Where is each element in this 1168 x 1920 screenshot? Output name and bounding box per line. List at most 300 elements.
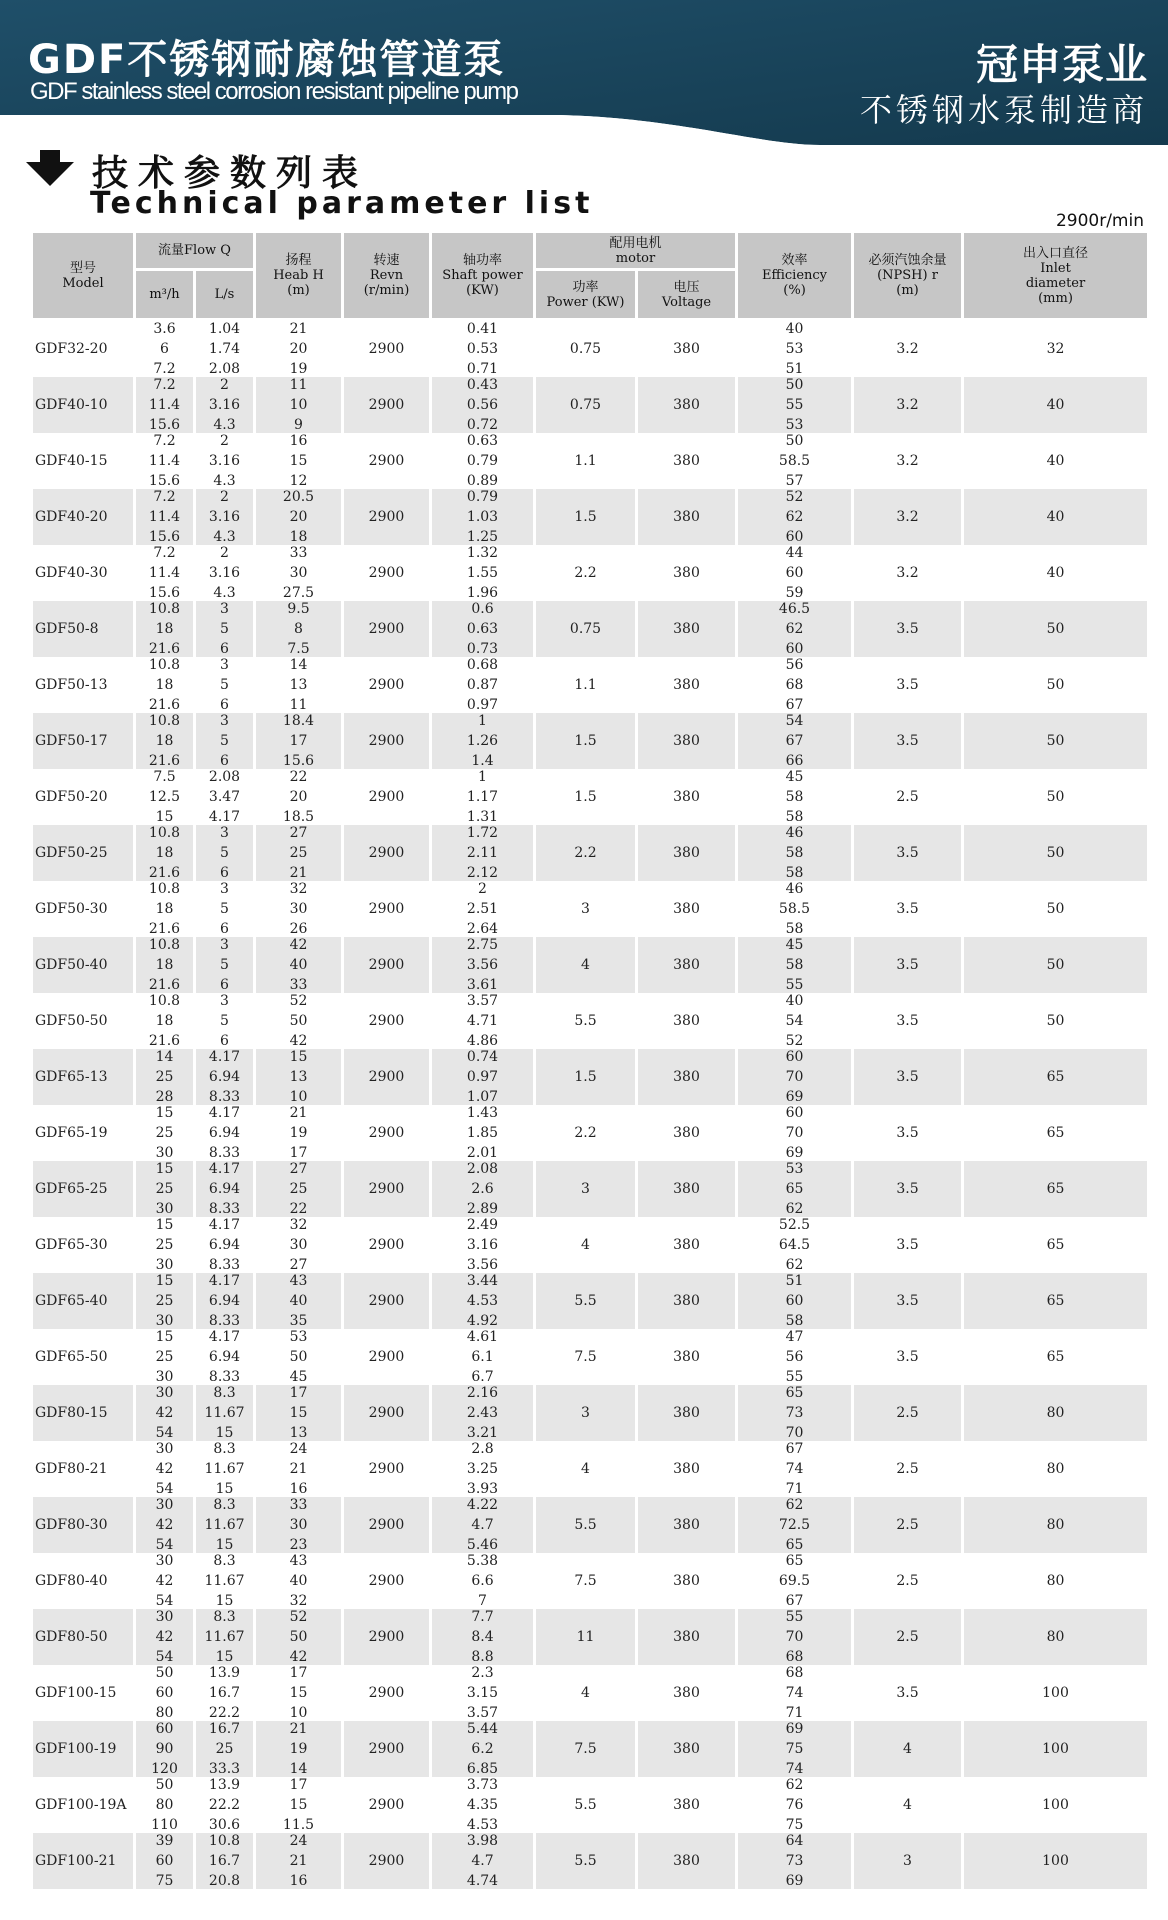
efficiency-cell-value: 50 (785, 377, 804, 393)
head-cell-value: 30 (289, 1237, 308, 1253)
inlet-cell: 50 (963, 601, 1149, 657)
head-cell-value: 50 (289, 1013, 308, 1029)
table-row (32, 1049, 1149, 1105)
voltage-cell: 380 (637, 993, 737, 1049)
flow-m3h-cell (135, 320, 195, 378)
flow-m3h-cell-value: 21.6 (148, 753, 181, 769)
efficiency-cell (737, 769, 853, 825)
head-cell-value: 24 (289, 1833, 308, 1849)
flow-ls-cell-value: 13.9 (208, 1777, 241, 1793)
flow-m3h-cell-value: 60 (155, 1685, 174, 1701)
flow-m3h-cell-value: 25 (155, 1181, 174, 1197)
voltage-cell: 380 (637, 1777, 737, 1833)
shaft-power-cell-value: 0.71 (466, 361, 499, 377)
shaft-power-cell-value: 2.51 (466, 901, 499, 917)
voltage-cell: 380 (637, 433, 737, 489)
head-cell-value: 17 (289, 1145, 308, 1161)
speed-cell: 2900 (343, 713, 431, 769)
model-cell: GDF65-30 (32, 1217, 135, 1273)
head-cell (255, 1553, 343, 1609)
flow-m3h-cell-value: 15 (155, 1105, 174, 1121)
flow-m3h-cell-value: 25 (155, 1293, 174, 1309)
head-cell-value: 50 (289, 1629, 308, 1645)
npsh-cell: 3.5 (853, 1273, 963, 1329)
flow-m3h-cell-value: 10.8 (148, 993, 181, 1009)
speed-cell: 2900 (343, 1665, 431, 1721)
shaft-power-cell (431, 601, 535, 657)
flow-m3h-cell-value: 15 (155, 1273, 174, 1289)
speed-cell: 2900 (343, 1777, 431, 1833)
shaft-power-cell-value: 2.12 (466, 865, 499, 881)
head-cell-value: 20 (289, 341, 308, 357)
flow-m3h-cell-value: 10.8 (148, 657, 181, 673)
voltage-cell: 380 (637, 601, 737, 657)
head-cell-value: 13 (289, 1069, 308, 1085)
flow-m3h-cell-value: 54 (155, 1481, 174, 1497)
head-cell-value: 13 (289, 1425, 308, 1441)
shaft-power-cell-value: 5.44 (466, 1721, 499, 1737)
shaft-power-cell-value: 0.63 (466, 433, 499, 449)
flow-ls-cell (195, 377, 255, 433)
efficiency-cell-value: 45 (785, 937, 804, 953)
inlet-cell: 65 (963, 1273, 1149, 1329)
inlet-cell: 50 (963, 713, 1149, 769)
flow-m3h-cell-value: 30 (155, 1385, 174, 1401)
efficiency-cell (737, 377, 853, 433)
voltage-cell: 380 (637, 825, 737, 881)
flow-ls-cell-value: 4.17 (208, 1273, 241, 1289)
flow-ls-cell (195, 1833, 255, 1889)
motor-power-cell: 1.5 (535, 713, 637, 769)
efficiency-cell-value: 52.5 (778, 1217, 811, 1233)
table-row (32, 1273, 1149, 1329)
flow-ls-cell-value: 8.33 (208, 1089, 241, 1105)
model-cell: GDF50-40 (32, 937, 135, 993)
flow-ls-cell (195, 320, 255, 378)
shaft-power-cell-value: 8.8 (471, 1649, 494, 1665)
head-cell (255, 1329, 343, 1385)
flow-ls-cell-value: 4.17 (208, 1049, 241, 1065)
head-cell-value: 21 (289, 1853, 308, 1869)
head-cell (255, 1777, 343, 1833)
table-row (32, 601, 1149, 657)
head-cell-value: 25 (289, 1181, 308, 1197)
flow-ls-cell (195, 433, 255, 489)
flow-m3h-cell (135, 601, 195, 657)
efficiency-cell-value: 55 (785, 1369, 804, 1385)
shaft-power-cell-value: 2.75 (466, 937, 499, 953)
npsh-cell: 3.5 (853, 657, 963, 713)
model-cell: GDF50-13 (32, 657, 135, 713)
motor-power-cell: 3 (535, 1161, 637, 1217)
shaft-power-cell-value: 0.68 (466, 657, 499, 673)
shaft-power-cell-value: 1.4 (471, 753, 494, 769)
shaft-power-cell-value: 0.97 (466, 697, 499, 713)
flow-ls-cell-value: 6.94 (208, 1125, 241, 1141)
flow-ls-cell-value: 15 (215, 1649, 234, 1665)
flow-m3h-cell-value: 50 (155, 1777, 174, 1793)
flow-m3h-cell-value: 7.2 (153, 361, 176, 377)
npsh-cell: 3.5 (853, 1329, 963, 1385)
head-cell (255, 1833, 343, 1889)
model-cell: GDF100-19A (32, 1777, 135, 1833)
inlet-cell: 100 (963, 1777, 1149, 1833)
head-cell-value: 15 (289, 1797, 308, 1813)
shaft-power-cell (431, 1665, 535, 1721)
flow-m3h-cell-value: 15.6 (148, 417, 181, 433)
efficiency-cell-value: 68 (785, 1649, 804, 1665)
inlet-cell: 80 (963, 1441, 1149, 1497)
head-cell-value: 22 (289, 1201, 308, 1217)
npsh-cell: 3.2 (853, 377, 963, 433)
flow-ls-cell-value: 2 (220, 489, 229, 505)
head-cell-value: 17 (289, 1777, 308, 1793)
model-cell: GDF80-30 (32, 1497, 135, 1553)
header-inlet: 出入口直径 Inlet diameter (mm) (963, 232, 1149, 320)
efficiency-cell (737, 713, 853, 769)
efficiency-cell-value: 62 (785, 1777, 804, 1793)
efficiency-cell (737, 1833, 853, 1889)
efficiency-cell (737, 320, 853, 378)
flow-ls-cell-value: 6.94 (208, 1293, 241, 1309)
head-cell-value: 43 (289, 1553, 308, 1569)
efficiency-cell-value: 60 (785, 565, 804, 581)
head-cell-value: 14 (289, 1761, 308, 1777)
voltage-cell: 380 (637, 1665, 737, 1721)
shaft-power-cell-value: 1.25 (466, 529, 499, 545)
motor-power-cell: 7.5 (535, 1329, 637, 1385)
flow-ls-cell-value: 8.33 (208, 1313, 241, 1329)
speed-cell: 2900 (343, 769, 431, 825)
flow-m3h-cell-value: 15.6 (148, 473, 181, 489)
efficiency-cell (737, 825, 853, 881)
motor-power-cell: 4 (535, 937, 637, 993)
efficiency-cell (737, 1441, 853, 1497)
speed-cell: 2900 (343, 1833, 431, 1889)
flow-ls-cell-value: 8.33 (208, 1201, 241, 1217)
flow-ls-cell (195, 1665, 255, 1721)
efficiency-cell-value: 67 (785, 1593, 804, 1609)
table-row (32, 1161, 1149, 1217)
flow-ls-cell-value: 5 (220, 845, 229, 861)
efficiency-cell-value: 70 (785, 1629, 804, 1645)
product-title-en: GDF stainless steel corrosion resistant pipeline pump (30, 78, 518, 105)
flow-m3h-cell (135, 1553, 195, 1609)
npsh-cell: 3.5 (853, 993, 963, 1049)
efficiency-cell (737, 1721, 853, 1777)
efficiency-cell-value: 60 (785, 529, 804, 545)
head-cell (255, 377, 343, 433)
head-cell-value: 10 (289, 397, 308, 413)
flow-m3h-cell-value: 18 (155, 1013, 174, 1029)
head-cell (255, 1609, 343, 1665)
motor-power-cell: 0.75 (535, 601, 637, 657)
flow-m3h-cell (135, 769, 195, 825)
efficiency-cell-value: 46 (785, 825, 804, 841)
flow-ls-cell-value: 33.3 (208, 1761, 241, 1777)
efficiency-cell-value: 58 (785, 865, 804, 881)
speed-cell: 2900 (343, 657, 431, 713)
flow-ls-cell-value: 2 (220, 377, 229, 393)
flow-m3h-cell (135, 1329, 195, 1385)
npsh-cell: 4 (853, 1721, 963, 1777)
head-cell-value: 30 (289, 1517, 308, 1533)
voltage-cell: 380 (637, 1833, 737, 1889)
efficiency-cell (737, 1609, 853, 1665)
efficiency-cell-value: 73 (785, 1853, 804, 1869)
efficiency-cell (737, 1105, 853, 1161)
header-flow-ls: L/s (195, 270, 255, 320)
flow-m3h-cell-value: 30 (155, 1441, 174, 1457)
flow-m3h-cell-value: 54 (155, 1537, 174, 1553)
head-cell-value: 40 (289, 1573, 308, 1589)
model-cell: GDF100-21 (32, 1833, 135, 1889)
inlet-cell: 65 (963, 1329, 1149, 1385)
head-cell-value: 21 (289, 321, 308, 337)
voltage-cell: 380 (637, 1273, 737, 1329)
head-cell-value: 10 (289, 1089, 308, 1105)
efficiency-cell-value: 68 (785, 1665, 804, 1681)
flow-m3h-cell-value: 15 (155, 809, 174, 825)
table-row (32, 881, 1149, 937)
flow-ls-cell-value: 3.16 (208, 509, 241, 525)
table-row (32, 320, 1149, 378)
flow-m3h-cell-value: 120 (151, 1761, 178, 1777)
flow-ls-cell (195, 489, 255, 545)
efficiency-cell-value: 55 (785, 1609, 804, 1625)
head-cell-value: 9 (294, 417, 303, 433)
head-cell-value: 40 (289, 1293, 308, 1309)
speed-cell: 2900 (343, 825, 431, 881)
shaft-power-cell (431, 377, 535, 433)
head-cell-value: 27.5 (282, 585, 315, 601)
table-row (32, 1777, 1149, 1833)
voltage-cell: 380 (637, 713, 737, 769)
shaft-power-cell-value: 4.74 (466, 1873, 499, 1889)
flow-ls-cell (195, 937, 255, 993)
speed-cell: 2900 (343, 1497, 431, 1553)
flow-m3h-cell (135, 825, 195, 881)
npsh-cell: 2.5 (853, 1609, 963, 1665)
inlet-cell: 50 (963, 825, 1149, 881)
shaft-power-cell (431, 937, 535, 993)
shaft-power-cell-value: 0.53 (466, 341, 499, 357)
speed-cell: 2900 (343, 545, 431, 601)
head-cell-value: 18 (289, 529, 308, 545)
speed-cell: 2900 (343, 1161, 431, 1217)
head-cell-value: 42 (289, 937, 308, 953)
head-cell-value: 7.5 (287, 641, 310, 657)
shaft-power-cell-value: 0.72 (466, 417, 499, 433)
head-cell-value: 30 (289, 565, 308, 581)
efficiency-cell (737, 881, 853, 937)
voltage-cell: 380 (637, 545, 737, 601)
efficiency-cell-value: 58 (785, 809, 804, 825)
npsh-cell: 3.5 (853, 825, 963, 881)
head-cell-value: 32 (289, 1217, 308, 1233)
efficiency-cell-value: 58 (785, 789, 804, 805)
table-row (32, 489, 1149, 545)
efficiency-cell-value: 59 (785, 585, 804, 601)
head-cell-value: 11 (289, 377, 308, 393)
npsh-cell: 3.5 (853, 881, 963, 937)
shaft-power-cell-value: 6.6 (471, 1573, 494, 1589)
shaft-power-cell-value: 0.97 (466, 1069, 499, 1085)
inlet-cell: 32 (963, 320, 1149, 378)
flow-ls-cell-value: 5 (220, 901, 229, 917)
flow-m3h-cell-value: 30 (155, 1609, 174, 1625)
efficiency-cell-value: 53 (785, 341, 804, 357)
flow-m3h-cell-value: 42 (155, 1573, 174, 1589)
flow-ls-cell-value: 6.94 (208, 1069, 241, 1085)
head-cell (255, 1049, 343, 1105)
inlet-cell: 65 (963, 1217, 1149, 1273)
flow-m3h-cell (135, 1385, 195, 1441)
shaft-power-cell-value: 3.93 (466, 1481, 499, 1497)
flow-m3h-cell-value: 15 (155, 1329, 174, 1345)
speed-cell: 2900 (343, 601, 431, 657)
shaft-power-cell-value: 4.61 (466, 1329, 499, 1345)
inlet-cell: 80 (963, 1609, 1149, 1665)
header-speed: 转速 Revn (r/min) (343, 232, 431, 320)
model-cell: GDF50-20 (32, 769, 135, 825)
inlet-cell: 80 (963, 1497, 1149, 1553)
flow-m3h-cell-value: 15 (155, 1217, 174, 1233)
speed-cell: 2900 (343, 433, 431, 489)
header-shaft-power: 轴功率 Shaft power (KW) (431, 232, 535, 320)
head-cell (255, 1217, 343, 1273)
head-cell-value: 23 (289, 1537, 308, 1553)
inlet-cell: 50 (963, 993, 1149, 1049)
head-cell-value: 20.5 (282, 489, 315, 505)
speed-cell: 2900 (343, 377, 431, 433)
flow-m3h-cell-value: 10.8 (148, 881, 181, 897)
speed-cell: 2900 (343, 1049, 431, 1105)
flow-m3h-cell-value: 11.4 (148, 397, 181, 413)
voltage-cell: 380 (637, 1385, 737, 1441)
section-title-cn: 技术参数列表 (92, 153, 369, 194)
efficiency-cell-value: 70 (785, 1069, 804, 1085)
head-cell-value: 17 (289, 733, 308, 749)
flow-m3h-cell-value: 7.2 (153, 489, 176, 505)
efficiency-cell-value: 50 (785, 433, 804, 449)
flow-ls-cell-value: 5 (220, 621, 229, 637)
flow-m3h-cell-value: 21.6 (148, 921, 181, 937)
table-row (32, 1441, 1149, 1497)
shaft-power-cell (431, 545, 535, 601)
flow-ls-cell-value: 8.33 (208, 1257, 241, 1273)
head-cell-value: 52 (289, 993, 308, 1009)
flow-m3h-cell (135, 993, 195, 1049)
flow-m3h-cell-value: 21.6 (148, 865, 181, 881)
shaft-power-cell-value: 3.98 (466, 1833, 499, 1849)
efficiency-cell-value: 67 (785, 1441, 804, 1457)
model-cell: GDF50-17 (32, 713, 135, 769)
efficiency-cell (737, 657, 853, 713)
model-cell: GDF40-10 (32, 377, 135, 433)
flow-m3h-cell-value: 12.5 (148, 789, 181, 805)
head-cell-value: 18.4 (282, 713, 315, 729)
efficiency-cell-value: 70 (785, 1425, 804, 1441)
voltage-cell: 380 (637, 489, 737, 545)
model-cell: GDF40-30 (32, 545, 135, 601)
efficiency-cell-value: 60 (785, 1293, 804, 1309)
head-cell (255, 713, 343, 769)
flow-ls-cell-value: 4.3 (213, 473, 236, 489)
speed-cell: 2900 (343, 1441, 431, 1497)
flow-ls-cell-value: 8.3 (213, 1497, 236, 1513)
header-banner (0, 0, 1168, 145)
voltage-cell: 380 (637, 937, 737, 993)
flow-ls-cell-value: 22.2 (208, 1705, 241, 1721)
shaft-power-cell-value: 1.07 (466, 1089, 499, 1105)
shaft-power-cell-value: 7 (478, 1593, 487, 1609)
shaft-power-cell-value: 3.61 (466, 977, 499, 993)
flow-m3h-cell-value: 42 (155, 1405, 174, 1421)
flow-ls-cell (195, 1441, 255, 1497)
flow-ls-cell-value: 4.17 (208, 1217, 241, 1233)
table-row (32, 769, 1149, 825)
npsh-cell: 3.5 (853, 1161, 963, 1217)
flow-m3h-cell-value: 50 (155, 1665, 174, 1681)
brand-slogan: 不锈钢水泵制造商 (859, 91, 1148, 129)
shaft-power-cell-value: 2.3 (471, 1665, 494, 1681)
head-cell (255, 1497, 343, 1553)
flow-m3h-cell (135, 377, 195, 433)
head-cell-value: 21 (289, 1105, 308, 1121)
flow-m3h-cell (135, 1273, 195, 1329)
npsh-cell: 3.2 (853, 545, 963, 601)
shaft-power-cell-value: 0.63 (466, 621, 499, 637)
flow-ls-cell-value: 2.08 (208, 361, 241, 377)
flow-ls-cell (195, 1049, 255, 1105)
shaft-power-cell-value: 3.16 (466, 1237, 499, 1253)
speed-cell: 2900 (343, 881, 431, 937)
head-cell-value: 20 (289, 789, 308, 805)
efficiency-cell (737, 1161, 853, 1217)
head-cell-value: 13 (289, 677, 308, 693)
shaft-power-cell (431, 713, 535, 769)
speed-cell: 2900 (343, 937, 431, 993)
flow-ls-cell-value: 4.17 (208, 1329, 241, 1345)
shaft-power-cell-value: 1.26 (466, 733, 499, 749)
model-cell: GDF50-50 (32, 993, 135, 1049)
shaft-power-cell-value: 0.87 (466, 677, 499, 693)
efficiency-cell-value: 58.5 (778, 453, 811, 469)
head-cell-value: 43 (289, 1273, 308, 1289)
flow-m3h-cell-value: 30 (155, 1497, 174, 1513)
flow-ls-cell-value: 30.6 (208, 1817, 241, 1833)
flow-m3h-cell-value: 14 (155, 1049, 174, 1065)
motor-power-cell: 1.5 (535, 489, 637, 545)
efficiency-cell (737, 1665, 853, 1721)
inlet-cell: 40 (963, 489, 1149, 545)
head-cell-value: 17 (289, 1665, 308, 1681)
shaft-power-cell-value: 1.85 (466, 1125, 499, 1141)
efficiency-cell-value: 70 (785, 1125, 804, 1141)
efficiency-cell (737, 1049, 853, 1105)
shaft-power-cell-value: 4.53 (466, 1293, 499, 1309)
efficiency-cell-value: 64.5 (778, 1237, 811, 1253)
motor-power-cell: 5.5 (535, 1273, 637, 1329)
speed-cell: 2900 (343, 1609, 431, 1665)
head-cell-value: 12 (289, 473, 308, 489)
motor-power-cell: 7.5 (535, 1553, 637, 1609)
flow-m3h-cell (135, 1833, 195, 1889)
flow-m3h-cell-value: 80 (155, 1705, 174, 1721)
npsh-cell: 3.2 (853, 320, 963, 378)
flow-m3h-cell-value: 18 (155, 677, 174, 693)
